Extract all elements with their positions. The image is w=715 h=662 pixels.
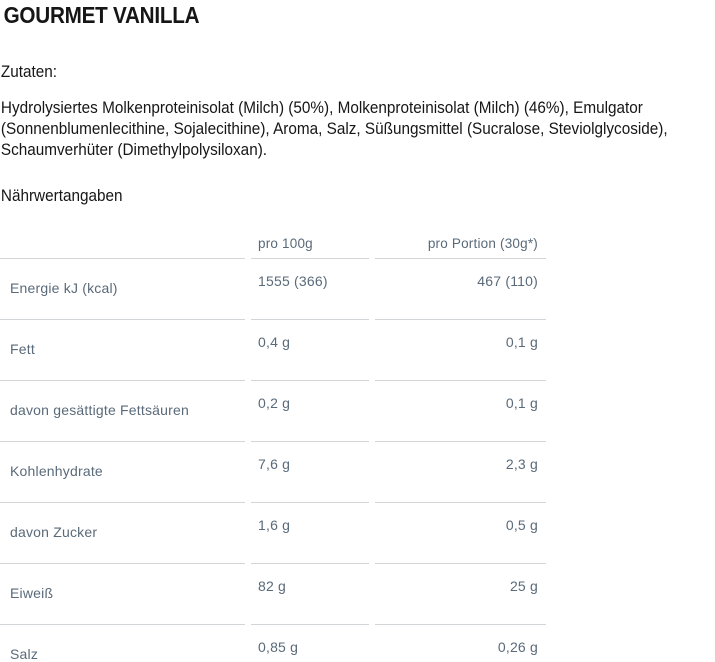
table-row-salz [0, 625, 546, 662]
nutrient-label: davon Zucker [0, 503, 245, 564]
ingredients-text: Hydrolysiertes Molkenproteinisolat (Milch) (50%), Molkenproteinisolat (Milch) (46%), Emulgator (Sonnenblumenlecithine, Sojalecithine), Aroma, Salz, Süßungsmittel (Sucralose, Steviolglycoside), Schaumverhüter (Dimethylpolysiloxan). [0, 98, 668, 159]
value-per-portion: 25 g [375, 564, 546, 625]
nutrition-heading: Nährwertangaben [0, 186, 123, 205]
nutrition-header-per-100g: pro 100g [251, 225, 369, 259]
nutrition-table [0, 225, 546, 662]
table-row-fett [0, 320, 546, 381]
value-per-100g: 82 g [251, 564, 369, 625]
value-per-100g: 0,2 g [251, 381, 369, 442]
table-row-kohlenhydrate [0, 442, 546, 503]
nutrition-header-per-portion: pro Portion (30g*) [375, 225, 546, 259]
value-per-100g: 0,85 g [251, 625, 369, 662]
value-per-portion: 467 (110) [375, 259, 546, 320]
value-per-100g: 1555 (366) [251, 259, 369, 320]
value-per-portion: 0,5 g [375, 503, 546, 564]
value-per-portion: 0,26 g [375, 625, 546, 662]
table-row-energie [0, 259, 546, 320]
nutrient-label: Kohlenhydrate [0, 442, 245, 503]
table-row-eiweiss [0, 564, 546, 625]
nutrient-label: Fett [0, 320, 245, 381]
value-per-portion: 0,1 g [375, 320, 546, 381]
product-title: GOURMET VANILLA [3, 2, 200, 28]
ingredients-heading: Zutaten: [0, 62, 58, 81]
nutrient-label: Energie kJ (kcal) [0, 259, 245, 320]
table-row-gesaettigte-fettsaeuren [0, 381, 546, 442]
table-row-zucker [0, 503, 546, 564]
nutrient-label: davon gesättigte Fettsäuren [0, 381, 245, 442]
value-per-portion: 0,1 g [375, 381, 546, 442]
value-per-portion: 2,3 g [375, 442, 546, 503]
nutrition-table-header-row [0, 225, 546, 259]
value-per-100g: 1,6 g [251, 503, 369, 564]
nutrition-header-label-column [0, 225, 245, 259]
nutrient-label: Eiweiß [0, 564, 245, 625]
value-per-100g: 7,6 g [251, 442, 369, 503]
value-per-100g: 0,4 g [251, 320, 369, 381]
nutrient-label: Salz [0, 625, 245, 662]
